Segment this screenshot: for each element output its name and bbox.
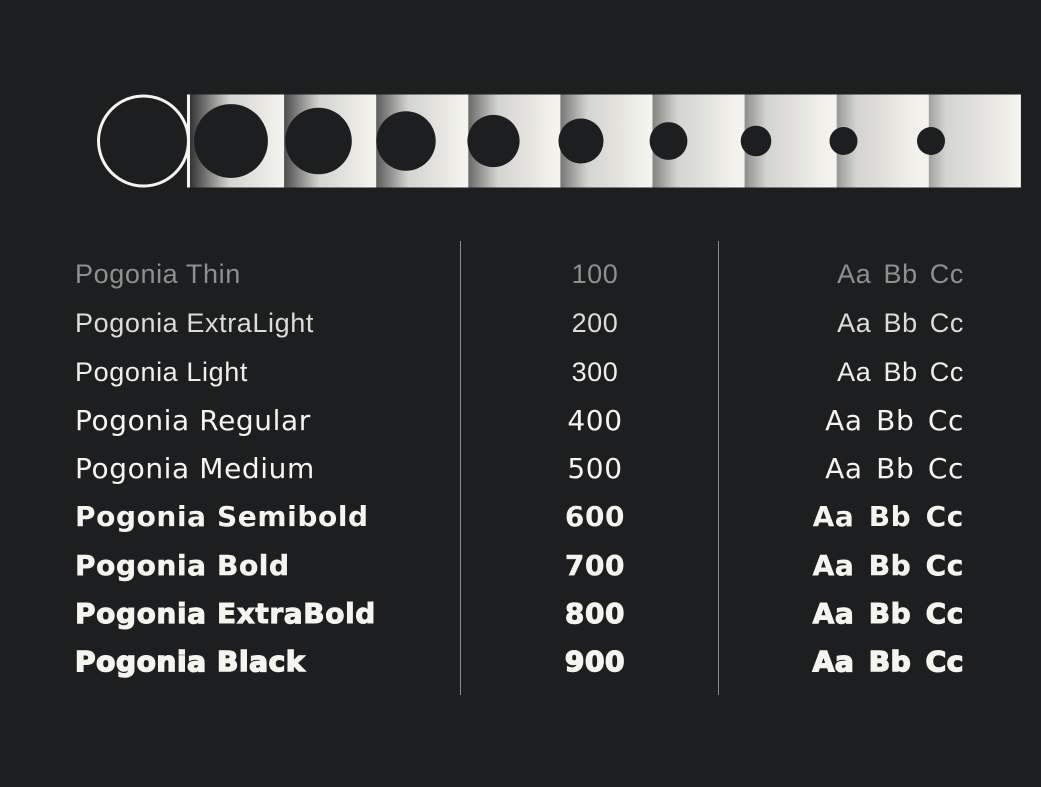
weight-number: 900 bbox=[564, 645, 626, 678]
glyph-a bbox=[185, 95, 285, 188]
weight-name: Pogonia ExtraLight bbox=[75, 308, 314, 338]
weight-number: 500 bbox=[567, 452, 623, 485]
glyph-a bbox=[885, 95, 1021, 188]
weight-sample: Aa Bb Cc bbox=[812, 549, 964, 582]
weight-row bbox=[0, 493, 1041, 541]
weight-name: Pogonia Black bbox=[75, 645, 306, 678]
weight-row bbox=[0, 397, 1041, 445]
weight-sample: Aa Bb Cc bbox=[812, 645, 964, 678]
glyph-a bbox=[99, 95, 191, 188]
weight-number: 400 bbox=[567, 404, 623, 437]
weight-number: 600 bbox=[564, 500, 626, 533]
weight-name: Pogonia Medium bbox=[75, 452, 315, 485]
weight-number: 700 bbox=[564, 549, 626, 582]
weight-row bbox=[0, 250, 1041, 298]
weight-name: Pogonia Thin bbox=[75, 259, 241, 289]
weight-name: Pogonia Bold bbox=[75, 549, 290, 582]
weight-sample: Aa Bb Cc bbox=[825, 404, 964, 437]
weight-row bbox=[0, 590, 1041, 638]
weight-sample: Aa Bb Cc bbox=[837, 308, 964, 338]
glyph-weight-strip bbox=[0, 0, 1041, 230]
weight-name: Pogonia Light bbox=[75, 357, 248, 387]
weight-number: 800 bbox=[564, 597, 626, 630]
weight-number: 100 bbox=[571, 259, 619, 289]
weight-sample: Aa Bb Cc bbox=[812, 597, 964, 630]
weight-row bbox=[0, 445, 1041, 493]
weight-row bbox=[0, 542, 1041, 590]
weight-number: 200 bbox=[571, 308, 619, 338]
weight-sample: Aa Bb Cc bbox=[812, 500, 964, 533]
weight-name: Pogonia ExtraBold bbox=[75, 597, 376, 630]
weight-row bbox=[0, 638, 1041, 686]
weight-sample: Aa Bb Cc bbox=[837, 357, 964, 387]
weight-name: Pogonia Regular bbox=[75, 404, 311, 437]
weight-number: 300 bbox=[571, 357, 619, 387]
weight-row bbox=[0, 299, 1041, 347]
weight-sample: Aa Bb Cc bbox=[825, 452, 964, 485]
weight-row bbox=[0, 348, 1041, 396]
weight-sample: Aa Bb Cc bbox=[837, 259, 964, 289]
weight-name: Pogonia Semibold bbox=[75, 500, 369, 533]
